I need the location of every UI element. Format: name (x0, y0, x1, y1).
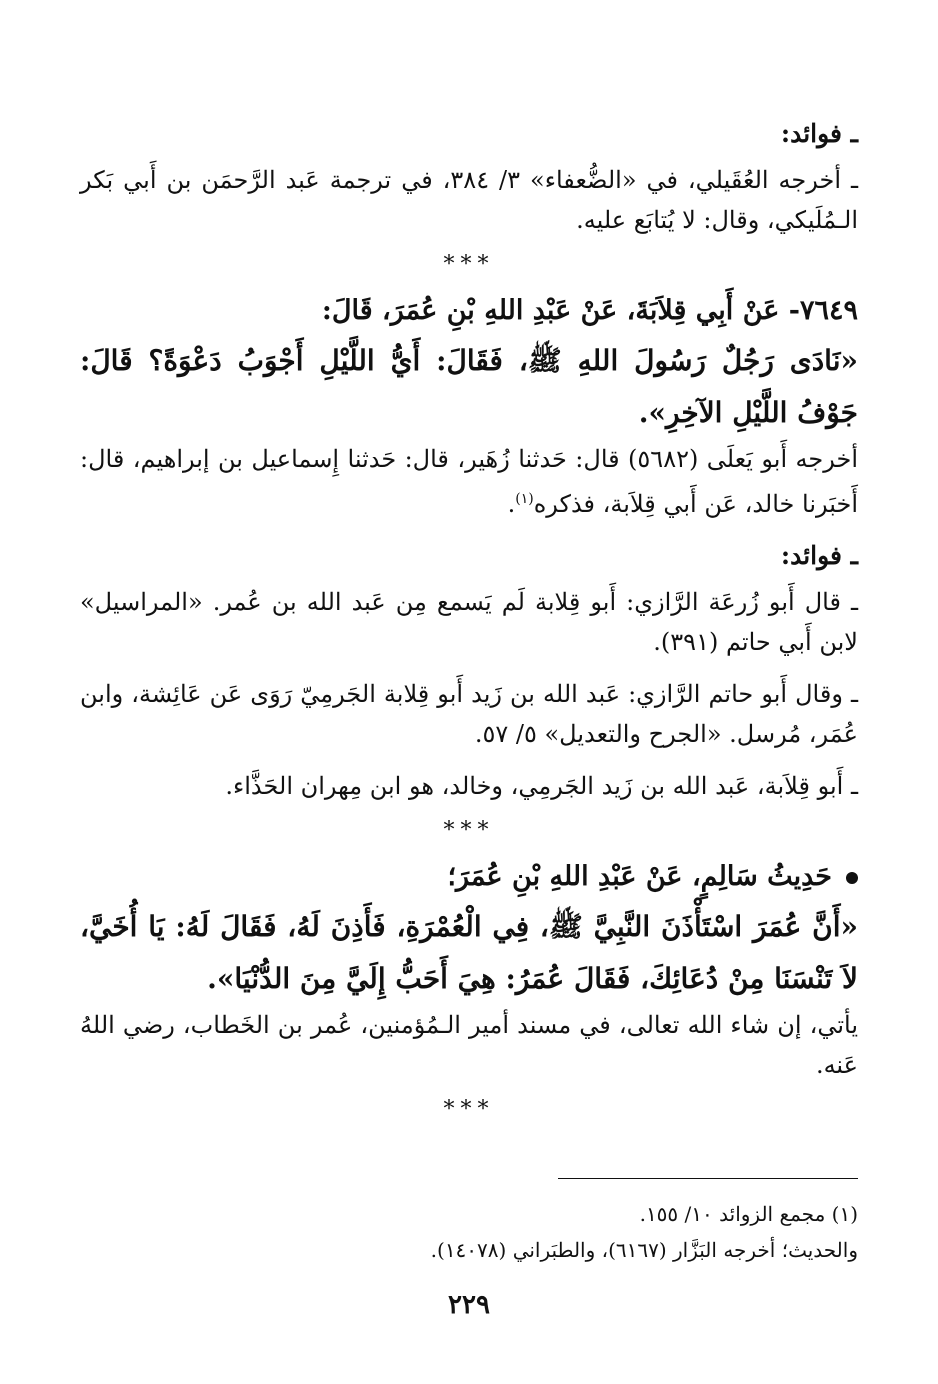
takhrij-text: أخرجه أَبو يَعلَى (٥٦٨٢) قال: حَدثنا زُهَير، قال: حَدثنا إِسماعيل بن إبراهيم، قال: أَخبَرنا خالد، عَن أَبي قِلاَبة، فذكره (80, 445, 858, 518)
bullet-icon (846, 872, 858, 884)
hadith-7649-title: ٧٦٤٩- عَنْ أَبِي قِلاَبَةَ، عَنْ عَبْدِ اللهِ بْنِ عُمَرَ، قَالَ: (321, 295, 858, 326)
section-separator-2: *** (443, 818, 495, 843)
section-separator-1: *** (443, 252, 495, 277)
takhrij-end: . (507, 490, 516, 518)
fawaid-item-1: ـ قال أَبو زُرعَة الرَّازي: أَبو قِلابة لَم يَسمع مِن عَبد الله بن عُمر. «المراسيل» لابن أَبي حاتم (٣٩١). (80, 588, 858, 656)
fawaid-heading-2: ـ فوائد: (780, 541, 858, 570)
page-number: ٢٢٩ (448, 1290, 490, 1320)
footnote-ref-1: (١) (515, 491, 534, 507)
fawaid-item-2: ـ وقال أَبو حاتم الرَّازي: عَبد الله بن زَيد أَبو قِلابة الجَرمِيّ رَوَى عَن عَائِشة، وابن عُمَر، مُرسل. «الجرح والتعديل» ٥/ ٥٧. (80, 680, 859, 748)
footnote-divider (558, 1178, 858, 1179)
hadith-salim-title (80, 853, 858, 901)
footnotes (80, 1196, 858, 1268)
fawaid-item-3: ـ أَبو قِلاَبة، عَبد الله بن زَيد الجَرمِي، وخالد، هو ابن مِهران الحَذَّاء. (225, 772, 858, 800)
footnote-2: والحديث؛ أخرجه البَزَّار (٦١٦٧)، والطبَراني (١٤٠٧٨). (430, 1238, 858, 1262)
fawaid-heading-1: ـ فوائد: (780, 119, 858, 148)
hadith-salim-text: «أَنَّ عُمَرَ اسْتَأْذَنَ النَّبِيَّ ﷺ، فِي الْعُمْرَةِ، فَأَذِنَ لَهُ، فَقَالَ لَهُ: يَا أُخَيَّ، لاَ تَنْسَنَا مِنْ دُعَائِكَ، فَقَالَ عُمَرُ: هِيَ أَحَبُّ إِلَيَّ مِنَ الدُّنْيَا». (80, 910, 858, 995)
hadith-salim-title-text: حَدِيثُ سَالِمٍ، عَنْ عَبْدِ اللهِ بْنِ عُمَرَ؛ (447, 861, 832, 892)
hadith-7649-text: «نَادَى رَجُلٌ رَسُولَ اللهِ ﷺ، فَقَالَ: أَيُّ اللَّيْلِ أَجْوَبُ دَعْوَةً؟ قَالَ: جَوْفُ اللَّيْلِ الآخِرِ». (80, 344, 858, 429)
section-separator-3: *** (443, 1097, 495, 1122)
takhrij-paragraph-1: ـ أخرجه العُقَيلي، في «الضُّعفاء» ٣/ ٣٨٤، في ترجمة عَبد الرَّحمَن بن أَبي بَكر الـمُلَيكي، وقال: لا يُتابَع عليه. (80, 166, 859, 234)
page-body (80, 110, 858, 1132)
hadith-7649-takhrij (80, 439, 858, 524)
hadith-salim-note: يأتي، إن شاء الله تعالى، في مسند أمير الـمُؤمنين، عُمر بن الخَطاب، رضي اللهُ عَنه. (80, 1011, 858, 1079)
footnote-1: (١) مجمع الزوائد ١٠/ ١٥٥. (639, 1202, 858, 1226)
